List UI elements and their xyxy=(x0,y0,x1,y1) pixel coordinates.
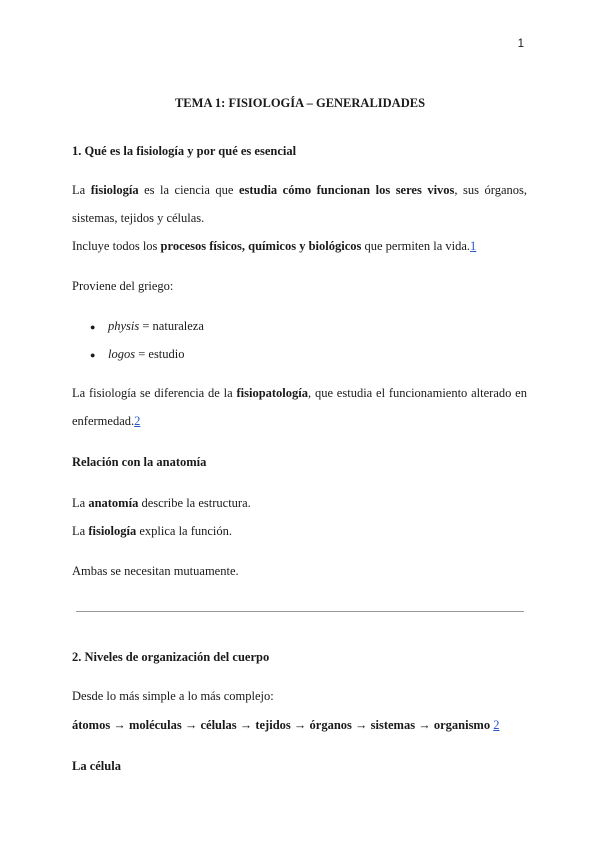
section-1-paragraph-1-line-1 xyxy=(72,182,527,198)
bold-term: fisiopatología xyxy=(236,386,309,400)
chain-level: células xyxy=(200,718,237,732)
section-1-heading: 1. Qué es la fisiología y por qué es esencial xyxy=(72,144,297,158)
bullet-item-text xyxy=(108,318,204,334)
chain-level: moléculas xyxy=(128,718,182,732)
chain-level: sistemas xyxy=(370,718,416,732)
arrow-icon: → xyxy=(351,718,371,732)
section-2-intro: Desde lo más simple a lo más complejo: xyxy=(72,689,274,703)
bold-term: anatomía xyxy=(88,496,139,510)
text-run: explica la función. xyxy=(136,524,233,538)
section-1-paragraph-2 xyxy=(72,238,476,254)
relation-line-1 xyxy=(72,495,251,511)
bold-phrase: procesos físicos, químicos y biológicos xyxy=(160,239,362,253)
page-number: 1 xyxy=(517,38,524,50)
text-run: La xyxy=(72,496,89,510)
text-run: , sus órganos, xyxy=(454,183,527,197)
bold-term: fisiología xyxy=(88,524,137,538)
text-run: La xyxy=(72,524,89,538)
bullet-item xyxy=(90,346,95,363)
document-title: TEMA 1: FISIOLOGÍA – GENERALIDADES xyxy=(174,96,426,110)
text-run: es la ciencia que xyxy=(138,183,239,197)
chain-level: tejidos xyxy=(255,718,291,732)
text-run: = naturaleza xyxy=(139,319,204,333)
footnote-link[interactable]: 2 xyxy=(493,718,500,732)
text-run: enfermedad. xyxy=(72,414,135,428)
chain-level: organismo xyxy=(433,718,491,732)
arrow-icon: → xyxy=(290,718,310,732)
chain-level: órganos xyxy=(309,718,352,732)
relation-heading: Relación con la anatomía xyxy=(72,455,207,469)
bold-phrase: estudia cómo funcionan los seres vivos xyxy=(238,183,455,197)
text-run: Incluye todos los xyxy=(72,239,161,253)
footnote-link[interactable]: 1 xyxy=(470,239,477,253)
section-1-paragraph-3-line-2 xyxy=(72,413,140,429)
chain-level: átomos xyxy=(72,718,111,732)
section-1-paragraph-3-line-1 xyxy=(72,385,527,401)
text-run: que permiten la vida. xyxy=(361,239,471,253)
section-1-paragraph-1-line-2: sistemas, tejidos y células. xyxy=(72,211,205,225)
cell-heading: La célula xyxy=(72,759,121,773)
arrow-icon: → xyxy=(415,718,434,732)
bullet-item-text xyxy=(108,346,185,362)
text-run: describe la estructura. xyxy=(138,496,251,510)
text-run: = estudio xyxy=(135,347,185,361)
bullet-icon: ● xyxy=(90,350,96,360)
text-run: La fisiología se diferencia de la xyxy=(72,386,237,400)
greek-term: physis xyxy=(108,319,140,333)
relation-line-2 xyxy=(72,523,232,539)
footnote-link[interactable]: 2 xyxy=(134,414,141,428)
arrow-icon: → xyxy=(181,718,201,732)
greek-term: logos xyxy=(108,347,136,361)
origin-text: Proviene del griego: xyxy=(72,279,174,293)
organization-chain xyxy=(72,717,499,733)
arrow-icon: → xyxy=(110,718,129,732)
text-run: , que estudia el funcionamiento alterado en xyxy=(308,386,527,400)
horizontal-divider xyxy=(76,611,524,612)
bullet-icon: ● xyxy=(90,322,96,332)
text-run: La xyxy=(72,183,91,197)
arrow-icon: → xyxy=(236,718,256,732)
relation-line-3: Ambas se necesitan mutuamente. xyxy=(72,564,239,578)
bold-term: fisiología xyxy=(90,183,139,197)
bullet-item xyxy=(90,318,95,335)
section-2-heading: 2. Niveles de organización del cuerpo xyxy=(72,650,270,664)
